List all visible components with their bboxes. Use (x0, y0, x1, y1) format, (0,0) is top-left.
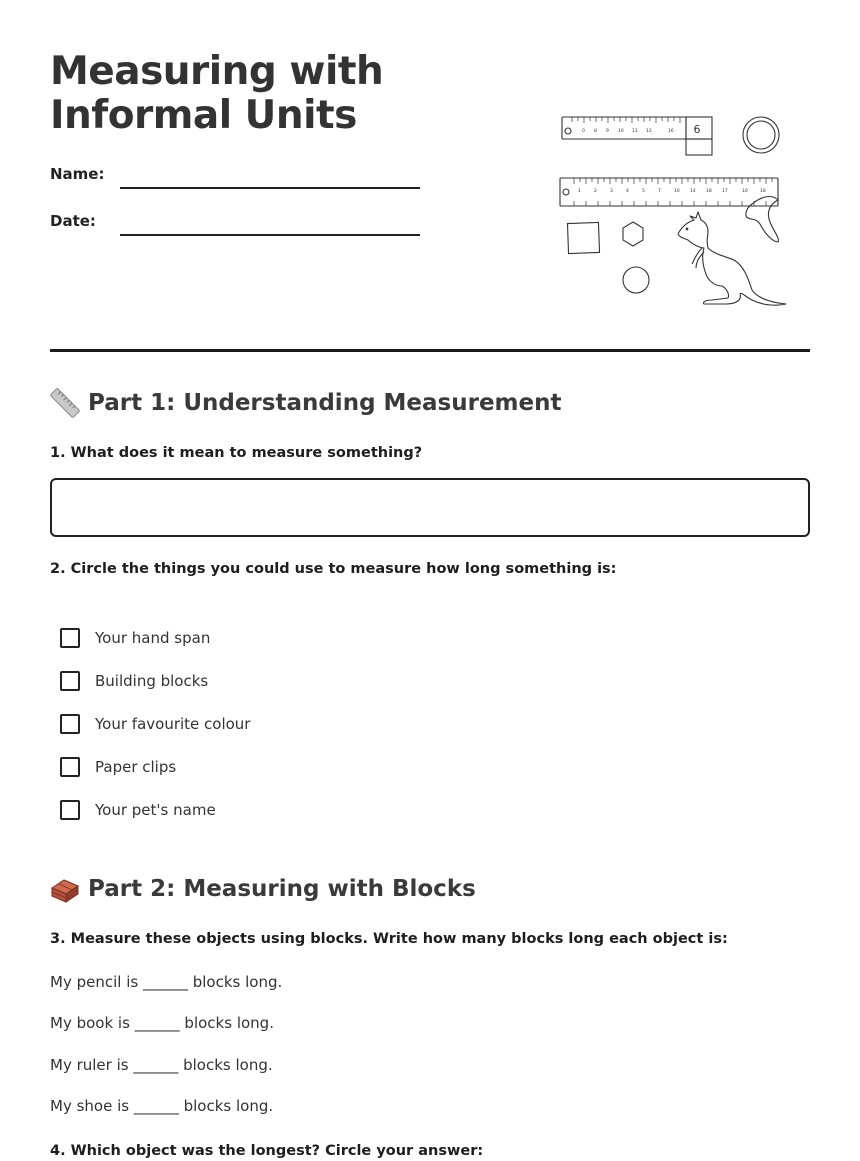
option-label: Building blocks (95, 672, 209, 690)
option-label: Your favourite colour (95, 715, 251, 733)
svg-text:10: 10 (618, 129, 624, 134)
bricks-icon (50, 874, 80, 904)
part2-title: Part 2: Measuring with Blocks (88, 876, 476, 902)
svg-text:18: 18 (706, 189, 712, 194)
option-checkbox[interactable] (60, 628, 80, 648)
question-1: 1. What does it mean to measure something? (50, 445, 423, 461)
question-3: 3. Measure these objects using blocks. Write how many blocks long each object is: (50, 931, 728, 947)
svg-text:10: 10 (674, 189, 680, 194)
option-paper-clips[interactable] (60, 757, 176, 777)
svg-text:4: 4 (626, 189, 629, 194)
option-label: Your pet's name (95, 801, 216, 819)
name-field[interactable] (120, 187, 420, 189)
option-checkbox[interactable] (60, 714, 80, 734)
long-ruler-labels (578, 188, 766, 194)
svg-text:1: 1 (578, 189, 581, 194)
option-checkbox[interactable] (60, 757, 80, 777)
small-ruler-labels (582, 128, 674, 134)
part1-heading (50, 388, 562, 418)
circle-block-icon (623, 267, 649, 293)
option-pet-name[interactable] (60, 800, 216, 820)
svg-text:5: 5 (642, 189, 645, 194)
shoe-line[interactable]: My shoe is ______ blocks long. (50, 1097, 274, 1115)
date-label: Date: (50, 212, 96, 230)
svg-text:2: 2 (594, 189, 597, 194)
date-field[interactable] (120, 234, 420, 236)
svg-text:18: 18 (760, 189, 766, 194)
svg-text:17: 17 (722, 189, 728, 194)
question-2: 2. Circle the things you could use to measure how long something is: (50, 561, 617, 577)
option-building-blocks[interactable] (60, 671, 208, 691)
book-line[interactable]: My book is ______ blocks long. (50, 1014, 274, 1032)
title-line-2: Informal Units (50, 93, 357, 138)
svg-text:11: 11 (632, 129, 638, 134)
ruler-icon (50, 388, 80, 418)
hexagon-block-icon (623, 222, 643, 246)
small-ruler-number: 6 (693, 123, 701, 136)
measurement-tools-illustration (556, 108, 792, 314)
small-ruler-icon (562, 117, 712, 155)
svg-text:14: 14 (690, 189, 696, 194)
title-line-1: Measuring with (50, 49, 384, 94)
svg-text:10: 10 (742, 189, 748, 194)
ruler-line[interactable]: My ruler is ______ blocks long. (50, 1056, 273, 1074)
worksheet-title (50, 50, 383, 138)
kangaroo-icon (678, 212, 786, 305)
option-favourite-colour[interactable] (60, 714, 250, 734)
svg-text:0: 0 (582, 129, 585, 134)
option-label: Paper clips (95, 758, 177, 776)
q1-answer-box[interactable] (50, 478, 810, 537)
part2-heading (50, 874, 476, 904)
header-divider (50, 349, 810, 352)
question-4: 4. Which object was the longest? Circle your answer: (50, 1143, 484, 1159)
square-block-icon (567, 222, 599, 253)
svg-text:9: 9 (606, 129, 609, 134)
option-hand-span[interactable] (60, 628, 210, 648)
svg-text:7: 7 (658, 189, 661, 194)
part1-title: Part 1: Understanding Measurement (88, 390, 562, 416)
option-checkbox[interactable] (60, 800, 80, 820)
ring-icon (743, 117, 779, 153)
svg-text:12: 12 (646, 129, 652, 134)
option-label: Your hand span (95, 629, 211, 647)
name-label: Name: (50, 165, 105, 183)
svg-text:16: 16 (668, 129, 674, 134)
pencil-line[interactable]: My pencil is ______ blocks long. (50, 973, 283, 991)
svg-text:3: 3 (610, 189, 613, 194)
svg-text:8: 8 (594, 129, 597, 134)
option-checkbox[interactable] (60, 671, 80, 691)
boomerang-icon (746, 197, 778, 242)
